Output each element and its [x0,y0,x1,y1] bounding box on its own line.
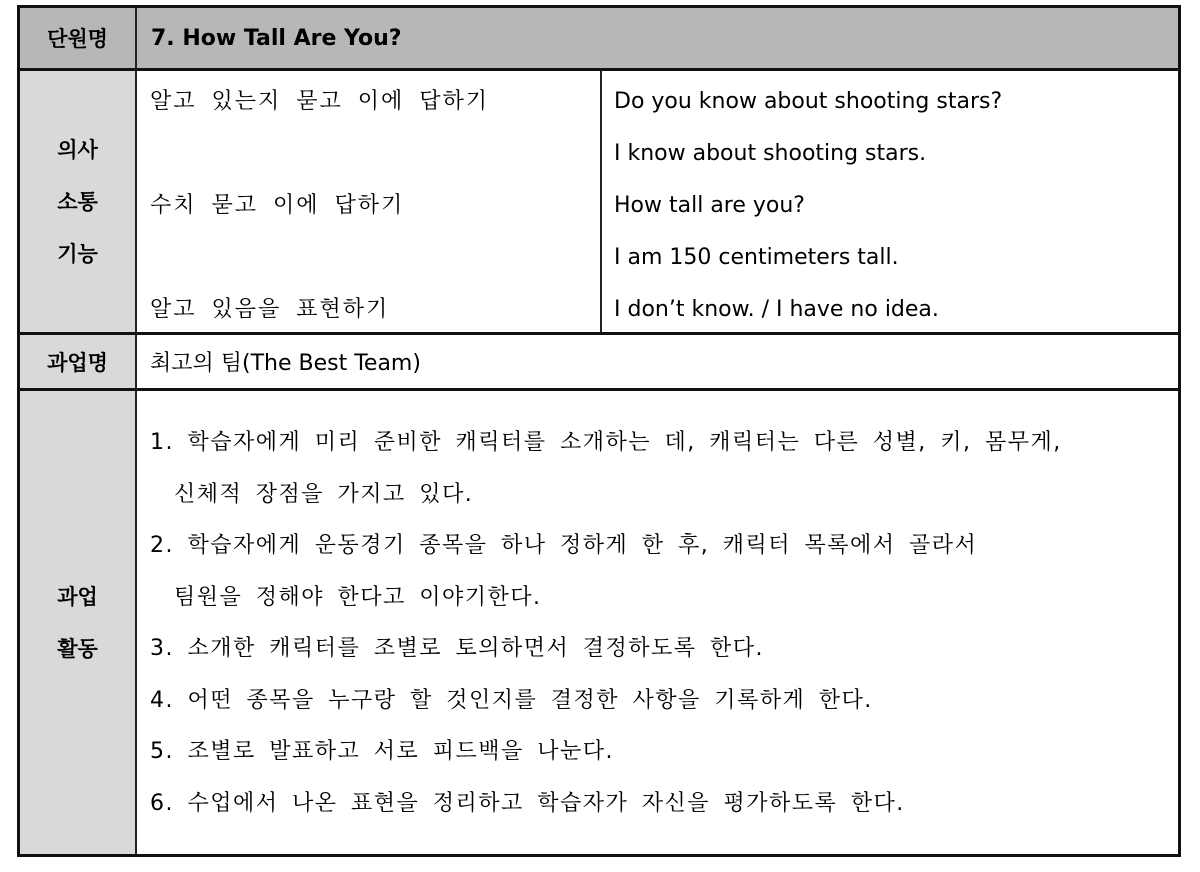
activity-line: 2. 학습자에게 운동경기 종목을 하나 정하게 한 후, 캐릭터 목록에서 골라서 [150,533,978,558]
activities-content-cell [137,391,1178,854]
activity-list [150,417,1168,829]
unit-row [20,8,1178,71]
task-label-cell [20,335,137,388]
function-description: 수치 묻고 이에 답하기 [150,193,405,218]
unit-label: 단원명 [47,27,108,51]
activities-label-cell [20,391,137,854]
activity-line: 6. 수업에서 나온 표현을 정리하고 학습자가 자신을 평가하도록 한다. [150,790,905,816]
unit-title: 7. How Tall Are You? [151,25,402,51]
activities-label-line: 활동 [57,636,98,661]
function-description: 알고 있는지 묻고 이에 답하기 [150,89,489,114]
functions-label-line: 소통 [57,189,98,214]
function-example: I don’t know. / I have no idea. [614,297,939,322]
activity-line: 1. 학습자에게 미리 준비한 캐릭터를 소개하는 데, 캐릭터는 다른 성별, 키, 몸무게, [150,430,1062,455]
function-description: 알고 있음을 표현하기 [150,297,390,322]
function-example: How tall are you? [614,193,805,218]
activity-line: 4. 어떤 종목을 누구랑 할 것인지를 결정한 사항을 기록하게 한다. [150,687,873,713]
unit-label-cell [20,8,137,68]
activity-line: 3. 소개한 캐릭터를 조별로 토의하면서 결정하도록 한다. [150,636,764,661]
lesson-plan-table [17,5,1181,857]
functions-label-line: 의사 [57,137,98,162]
function-example: I know about shooting stars. [614,141,927,166]
activity-line: 팀원을 정해야 한다고 이야기한다. [174,584,542,610]
task-name-cell [137,335,1178,388]
activity-line: 신체적 장점을 가지고 있다. [174,481,474,507]
function-example: Do you know about shooting stars? [614,89,1003,114]
activity-line: 5. 조별로 발표하고 서로 피드백을 나눈다. [150,739,614,764]
activities-row [20,391,1178,854]
unit-title-cell [137,8,1178,68]
functions-label-line: 기능 [57,241,98,266]
function-descriptions [137,71,602,332]
functions-row [20,71,1178,335]
activities-label-line: 과업 [57,584,98,609]
function-example: I am 150 centimeters tall. [614,245,899,270]
functions-content-cell [137,71,1178,332]
functions-label-cell [20,71,137,332]
function-examples [602,71,1178,332]
task-name: 최고의 팀(The Best Team) [150,351,421,376]
task-label: 과업명 [47,350,108,375]
task-row [20,335,1178,391]
